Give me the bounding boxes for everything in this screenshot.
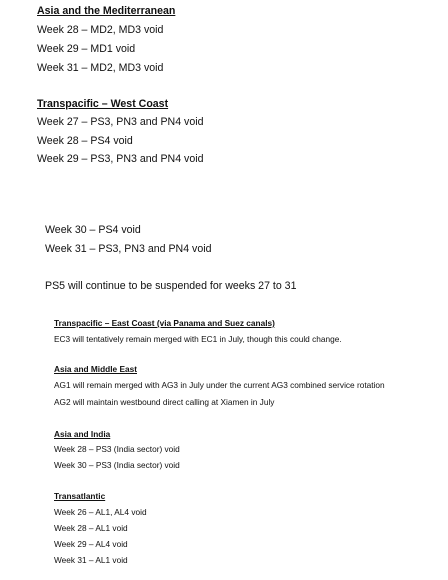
schedule-line: Week 30 – PS4 void [45, 224, 141, 236]
schedule-line: Week 28 – PS3 (India sector) void [54, 444, 180, 454]
schedule-line: Week 30 – PS3 (India sector) void [54, 460, 180, 470]
schedule-line: Week 31 – AL1 void [54, 555, 128, 565]
schedule-line: Week 31 – PS3, PN3 and PN4 void [45, 243, 212, 255]
section-heading-transatlantic: Transatlantic [54, 491, 106, 501]
schedule-line: Week 28 – AL1 void [54, 523, 128, 533]
suspension-note: PS5 will continue to be suspended for weeks 27 to 31 [45, 280, 297, 292]
schedule-line: Week 27 – PS3, PN3 and PN4 void [37, 116, 204, 128]
schedule-line: AG2 will maintain westbound direct calling at Xiamen in July [54, 397, 275, 407]
schedule-line: Week 29 – PS3, PN3 and PN4 void [37, 153, 204, 165]
schedule-line: AG1 will remain merged with AG3 in July under the current AG3 combined service rotation [54, 380, 385, 390]
section-heading-asia-india: Asia and India [54, 429, 111, 439]
schedule-line: EC3 will tentatively remain merged with EC1 in July, though this could change. [54, 334, 342, 344]
section-heading-asia-middle-east: Asia and Middle East [54, 364, 137, 374]
schedule-line: Week 28 – PS4 void [37, 135, 133, 147]
schedule-line: Week 31 – MD2, MD3 void [37, 62, 164, 74]
schedule-line: Week 26 – AL1, AL4 void [54, 507, 147, 517]
section-heading-transpacific-west: Transpacific – West Coast [37, 98, 169, 110]
section-heading-asia-mediterranean: Asia and the Mediterranean [37, 5, 176, 17]
schedule-line: Week 29 – MD1 void [37, 43, 136, 55]
schedule-line: Week 28 – MD2, MD3 void [37, 24, 164, 36]
schedule-line: Week 29 – AL4 void [54, 539, 128, 549]
section-heading-transpacific-east: Transpacific – East Coast (via Panama and Suez canals) [54, 318, 275, 328]
